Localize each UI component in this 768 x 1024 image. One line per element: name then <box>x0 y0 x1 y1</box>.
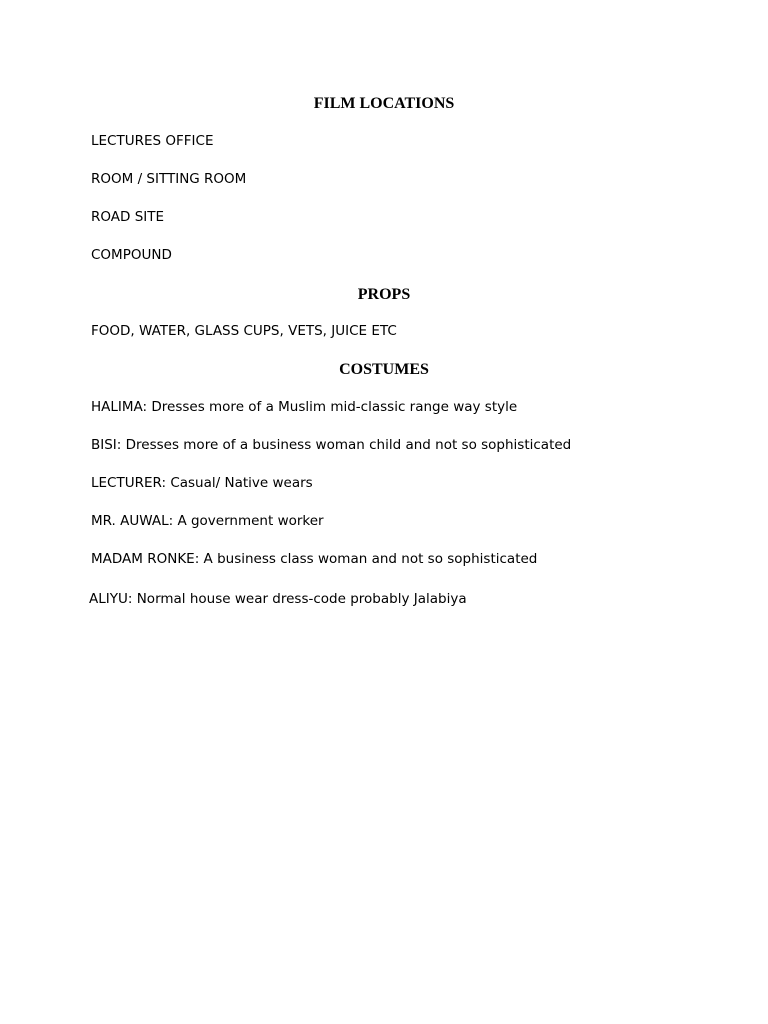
costume-item: MADAM RONKE: A business class woman and not so sophisticated <box>91 551 538 567</box>
costume-item: LECTURER: Casual/ Native wears <box>91 475 313 491</box>
costume-item: MR. AUWAL: A government worker <box>91 513 324 529</box>
costumes-heading: COSTUMES <box>339 361 429 378</box>
props-item: FOOD, WATER, GLASS CUPS, VETS, JUICE ETC <box>91 323 397 339</box>
film-locations-heading: FILM LOCATIONS <box>313 95 455 112</box>
costume-item: ALIYU: Normal house wear dress-code probably Jalabiya <box>89 591 467 607</box>
location-item: COMPOUND <box>91 247 172 263</box>
location-item: LECTURES OFFICE <box>91 133 214 149</box>
costume-item: HALIMA: Dresses more of a Muslim mid-classic range way style <box>91 399 518 415</box>
costume-item: BISI: Dresses more of a business woman child and not so sophisticated <box>91 437 572 453</box>
location-item: ROAD SITE <box>91 209 165 225</box>
location-item: ROOM / SITTING ROOM <box>91 171 247 187</box>
props-heading: PROPS <box>357 286 411 303</box>
